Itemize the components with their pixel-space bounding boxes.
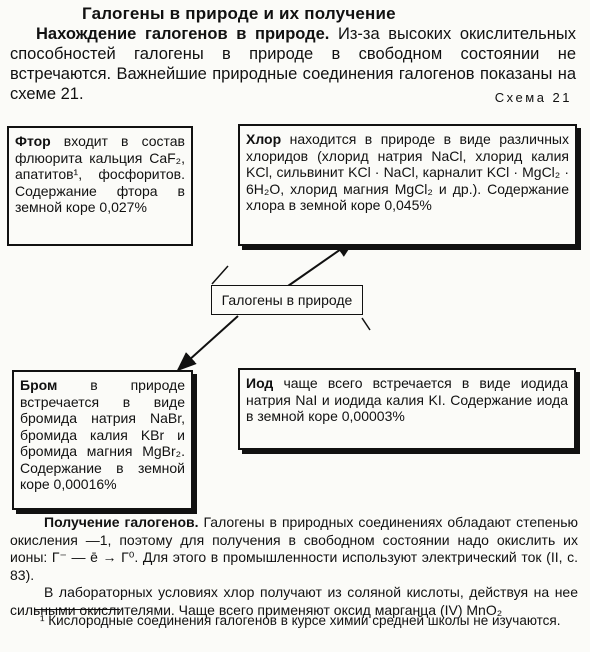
footnote-rule bbox=[34, 609, 120, 610]
scheme-label: Схема 21 bbox=[494, 90, 572, 105]
arrow-to-brom bbox=[178, 316, 238, 370]
box-fluor bbox=[7, 126, 193, 246]
section-paragraph-2: В лабораторных условиях хлор получают из соляной кислоты, действуя на нее сильными окислителями. Чаще всего применяют оксид марганца (IV) MnO₂ bbox=[10, 584, 578, 618]
section-obtaining bbox=[10, 514, 578, 619]
chlor-text: находится в природе в виде различных хлоридов (хлорид натрия NaCl, хлорид калия KCl, сильвинит KCl · NaCl, карналит KCl · MgCl₂ · 6H₂O, хлорид магния MgCl₂ и др.). Содержание хлора в земной коре 0,045% bbox=[246, 131, 569, 213]
iod-text: чаще всего встречается в виде иодида натрия NaI и иодида калия KI. Содержание иода в земной коре 0,00003% bbox=[246, 375, 568, 424]
box-center bbox=[211, 285, 363, 315]
fluor-name: Фтор bbox=[15, 133, 51, 149]
section-text-1: Галогены в природных соединениях обладают степенью окисления —1, поэтому для получения в свободном состоянии надо окислить их ионы: Г⁻ — ē → Г⁰. Для этого в промышленности используют электрический ток (II, с. 83). bbox=[10, 514, 578, 583]
footnote: ¹ Кислородные соединения галогенов в курсе химии средней школы не изучаются. bbox=[40, 613, 561, 628]
intro-text: Из-за высоких окислительных способностей галогены в природе в свободном состоянии не встречаются. Важнейшие природные соединения галогенов показаны на схеме 21. bbox=[10, 25, 576, 103]
arrow-to-chlor bbox=[288, 240, 354, 286]
iod-name: Иод bbox=[246, 375, 274, 391]
arrow-to-iod bbox=[362, 318, 370, 330]
section-paragraph-1 bbox=[10, 514, 578, 584]
box-brom bbox=[12, 370, 193, 510]
page-title: Галогены в природе и их получение bbox=[82, 4, 396, 23]
arrow-to-fluor bbox=[212, 266, 228, 284]
center-label: Галогены в природе bbox=[221, 292, 353, 308]
section-lead: Получение галогенов. bbox=[44, 514, 199, 530]
chlor-name: Хлор bbox=[246, 131, 282, 147]
intro-lead: Нахождение галогенов в природе. bbox=[36, 25, 330, 43]
box-iod bbox=[238, 368, 576, 450]
fluor-text: входит в состав флюорита кальция CaF₂, апатитов¹, фосфоритов. Содержание фтора в земной коре 0,027% bbox=[15, 133, 185, 215]
brom-name: Бром bbox=[20, 377, 58, 393]
brom-text: в природе встречается в виде бромида натрия NaBr, бромида калия KBr и бромида магния MgBr₂. Содержание в земной коре 0,00016% bbox=[20, 377, 185, 492]
box-chlor bbox=[238, 124, 577, 246]
